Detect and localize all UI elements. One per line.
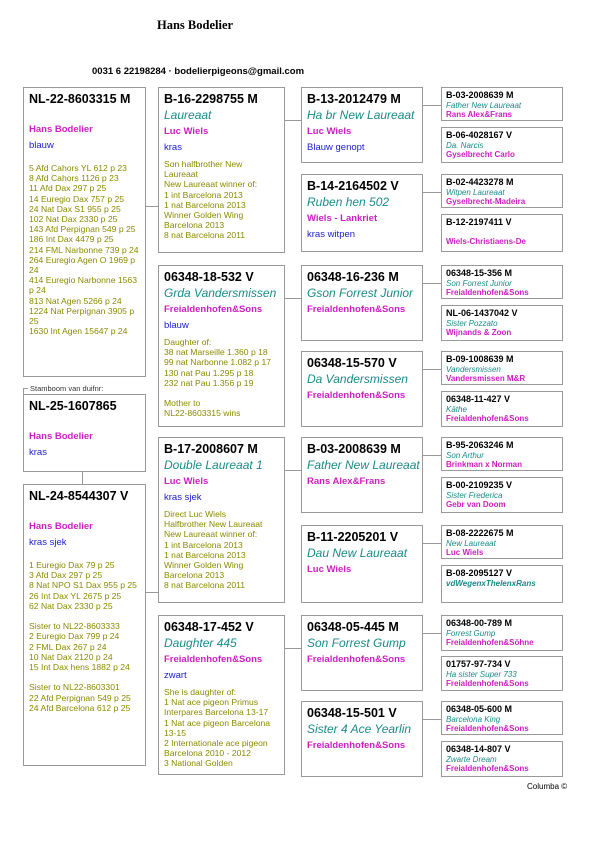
gen3-color: Blauw genopt [307,142,365,153]
gen3-name: Ruben hen 502 [307,195,390,209]
gen2-owner: Freialdenhofen&Sons [164,654,263,665]
mother-ring: NL-24-8544307 V [29,489,129,503]
gen3-ring: 06348-15-501 V [307,706,397,720]
gen4-name: Da. Narcis [446,141,484,150]
gen4-ring: NL-06-1437042 V [446,308,518,318]
gen2-color: kras sjek [164,492,202,503]
gen4-card-1 [441,87,563,121]
gen4-owner: Gyselbrecht-Madeira [446,197,526,206]
gen4-owner: Freialdenhofen&Sons [446,679,529,688]
gen2-card-3 [158,437,285,603]
mother-pigeon-card [23,484,146,766]
gen2-owner: Luc Wiels [164,126,209,137]
gen2-ring: 06348-17-452 V [164,620,254,634]
gen4-card-8 [441,391,563,427]
subject-pigeon-card [23,87,146,377]
gen4-ring: 06348-05-600 M [446,704,513,714]
gen4-ring: B-12-2197411 V [446,217,512,227]
gen4-owner: Wiels-Christiaens-De [446,237,526,246]
gen3-ring: 06348-05-445 M [307,620,399,634]
gen4-card-15 [441,701,563,735]
gen4-owner: Luc Wiels [446,548,484,557]
gen4-card-2 [441,127,563,163]
gen3-card-8 [301,701,423,777]
gen2-ring: B-17-2008607 M [164,442,258,456]
sibling-owner: Hans Bodelier [29,431,93,442]
gen3-ring: 06348-15-570 V [307,356,397,370]
gen4-ring: B-08-2222675 M [446,528,514,538]
gen4-owner: vdWegenxThelenxRans [446,579,536,588]
gen2-card-4 [158,615,285,775]
gen3-owner: Rans Alex&Frans [307,476,386,487]
subject-owner: Hans Bodelier [29,124,93,135]
gen4-ring: B-00-2109235 V [446,480,513,490]
gen2-notes: She is daughter of: 1 Nat ace pigeon Primus Interpares Barcelona 13-17 1 Nat ace pigeon Barcelona 13-15 2 Internationale ace pigeon Barcelona 2010 - 2012 3 National Golden [164,687,271,769]
gen3-card-6 [301,525,423,603]
gen2-color: kras [164,142,182,153]
gen3-owner: Freialdenhofen&Sons [307,390,406,401]
gen4-ring: B-09-1008639 M [446,354,514,364]
gen4-name: Father New Laureaat [446,101,522,110]
gen3-name: Da Vandersmissen [307,372,408,386]
gen4-name: Käthe [446,405,467,414]
gen4-card-12 [441,565,563,603]
gen4-card-7 [441,351,563,385]
gen3-card-7 [301,615,423,691]
gen2-card-1 [158,87,285,253]
gen3-owner: Freialdenhofen&Sons [307,304,406,315]
gen3-name: Gson Forrest Junior [307,286,414,300]
gen3-owner: Luc Wiels [307,126,352,137]
gen3-color: kras witpen [307,229,356,240]
subject-color: blauw [29,140,54,151]
contact-info: 0031 6 22198284 · bodelierpigeons@gmail.com [92,66,305,77]
gen4-owner: Wijnands & Zoon [446,328,512,337]
gen4-name: Son Arthur [446,451,484,460]
gen4-name: Son Forrest Junior [446,279,512,288]
gen3-card-5 [301,437,423,513]
gen2-ring: B-16-2298755 M [164,92,258,106]
mother-color: kras sjek [29,537,67,548]
gen4-ring: 06348-11-427 V [446,394,511,404]
gen4-name: New Laureaat [446,539,496,548]
gen3-name: Dau New Laureaat [307,546,408,560]
gen4-card-9 [441,437,563,471]
mother-owner: Hans Bodelier [29,521,93,532]
gen3-ring: B-13-2012479 M [307,92,401,106]
gen4-ring: B-08-2095127 V [446,568,513,578]
gen4-name [446,228,558,237]
gen4-card-4 [441,214,563,252]
gen4-card-16 [441,741,563,777]
gen3-ring: B-03-2008639 M [307,442,401,456]
gen4-owner: Gebr van Doom [446,500,506,509]
gen4-owner: Vandersmissen M&R [446,374,526,383]
gen4-owner: Freialdenhofen&Sons [446,724,529,733]
gen3-owner: Freialdenhofen&Sons [307,740,406,751]
gen3-owner: Wiels - Lankriet [307,213,378,224]
gen3-owner: Freialdenhofen&Sons [307,654,406,665]
gen4-card-14 [441,656,563,691]
gen4-card-5 [441,265,563,299]
gen4-card-6 [441,305,563,341]
gen2-owner: Luc Wiels [164,476,209,487]
gen2-color: zwart [164,670,187,681]
stamboom-label: Stamboom van duifnr: [30,384,104,393]
page-title: Hans Bodelier [157,18,234,32]
gen3-name: Ha br New Laureaat [307,108,415,122]
subject-ring: NL-22-8603315 M [29,92,131,106]
gen3-owner: Luc Wiels [307,564,352,575]
sibling-color: kras [29,447,47,458]
gen4-ring: B-06-4028167 V [446,130,513,140]
gen2-color: blauw [164,320,189,331]
gen2-ring: 06348-18-532 V [164,270,254,284]
gen2-name: Laureaat [164,108,212,122]
gen2-name: Double Laureaat 1 [164,458,263,472]
sibling-pigeon-card [23,394,146,472]
gen4-owner: Freialdenhofen&Söhne [446,638,534,647]
gen4-name: Barcelona King [446,715,501,724]
gen4-ring: 06348-14-807 V [446,744,511,754]
gen4-ring: 06348-15-356 M [446,268,513,278]
gen3-card-4 [301,351,423,427]
gen4-owner: Brinkman x Norman [446,460,523,469]
gen4-name: Vandersmissen [446,365,501,374]
gen2-name: Daughter 445 [164,636,237,650]
gen4-name: Zwarte Dream [446,755,497,764]
gen4-card-11 [441,525,563,559]
gen4-name: Sister Frederica [446,491,503,500]
gen4-owner: Rans Alex&Frans [446,110,512,119]
gen4-name: Sister Pozzato [446,319,498,328]
gen2-notes: Daughter of: 38 nat Marseille 1.360 p 18 99 nat Narbonne 1.082 p 17 130 nat Pau 1.295 p 18 232 nat Pau 1.356 p 19 Mother to NL22-8603315 wins [164,337,272,419]
gen2-notes: Son halfbrother New Laureaat New Laureaat winner of: 1 int Barcelona 2013 1 nat Barcelona 2013 Winner Golden Wing Barcelona 2013 8 nat Barcelona 2011 [164,159,258,241]
gen2-notes: Direct Luc Wiels Halfbrother New Laureaat New Laureaat winner of: 1 int Barcelona 2013 1 nat Barcelona 2013 Winner Golden Wing Barcelona 2013 8 nat Barcelona 2011 [164,509,263,591]
gen3-ring: B-14-2164502 V [307,179,399,193]
gen3-name: Father New Laureaat [307,458,420,472]
gen4-owner: Freialdenhofen&Sons [446,288,529,297]
gen4-owner: Gyselbrecht Carlo [446,150,515,159]
gen4-ring: 01757-97-734 V [446,659,511,669]
gen3-ring: 06348-16-236 M [307,270,399,284]
gen3-ring: B-11-2205201 V [307,530,399,544]
gen2-card-2 [158,265,285,427]
mother-results: 1 Euregio Dax 79 p 25 3 Afd Dax 297 p 25 8 Nat NPO S1 Dax 955 p 25 26 Int Dax YL 2675 p 25 62 Nat Dax 2330 p 25 Sister to NL22-8603333 2 Euregio Dax 799 p 24 2 FML Dax 267 p 24 10 Nat Dax 2120 p 24 15 Int Dax hens 1882 p 24 Sister to NL22-8603301 22 Afd Perpignan 549 p 25 24 Afd Barcelona 612 p 25 [29,560,137,713]
gen3-name: Son Forrest Gump [307,636,406,650]
sibling-ring: NL-25-1607865 [29,399,117,413]
gen3-card-2 [301,174,423,252]
gen4-ring: B-02-4423278 M [446,177,514,187]
gen4-ring: B-03-2008639 M [446,90,514,100]
gen2-name: Grda Vandersmissen [164,286,277,300]
gen4-name: Witpen Laureaat [446,188,505,197]
gen4-card-10 [441,477,563,513]
gen4-owner: Freialdenhofen&Sons [446,414,529,423]
gen4-card-3 [441,174,563,208]
gen4-card-13 [441,615,563,651]
gen4-owner: Freialdenhofen&Sons [446,764,529,773]
gen4-name: Forrest Gump [446,629,496,638]
gen3-card-3 [301,265,423,341]
gen4-ring: 06348-00-789 M [446,618,513,628]
gen2-owner: Freialdenhofen&Sons [164,304,263,315]
gen3-name: Sister 4 Ace Yearlin [307,722,412,736]
footer-credit: Columba © [527,782,568,791]
gen4-ring: B-95-2063246 M [446,440,514,450]
gen4-name: Ha sister Super 733 [446,670,517,679]
gen3-card-1 [301,87,423,163]
subject-results: 5 Afd Cahors YL 612 p 23 8 Afd Cahors 1126 p 23 11 Afd Dax 297 p 25 14 Euregio Dax 757 p 25 24 Nat Dax S1 955 p 25 102 Nat Dax 2330 p 25 143 Afd Perpignan 549 p 25 186 Int Dax 4479 p 25 214 FML Narbonne 739 p 24 264 Euregio Agen O 1969 p 24 414 Euregio Narbonne 1563 p 24 813 Nat Agen 5266 p 24 1224 Nat Perpignan 3905 p 25 1630 Int Agen 15647 p 24 [29,163,139,337]
